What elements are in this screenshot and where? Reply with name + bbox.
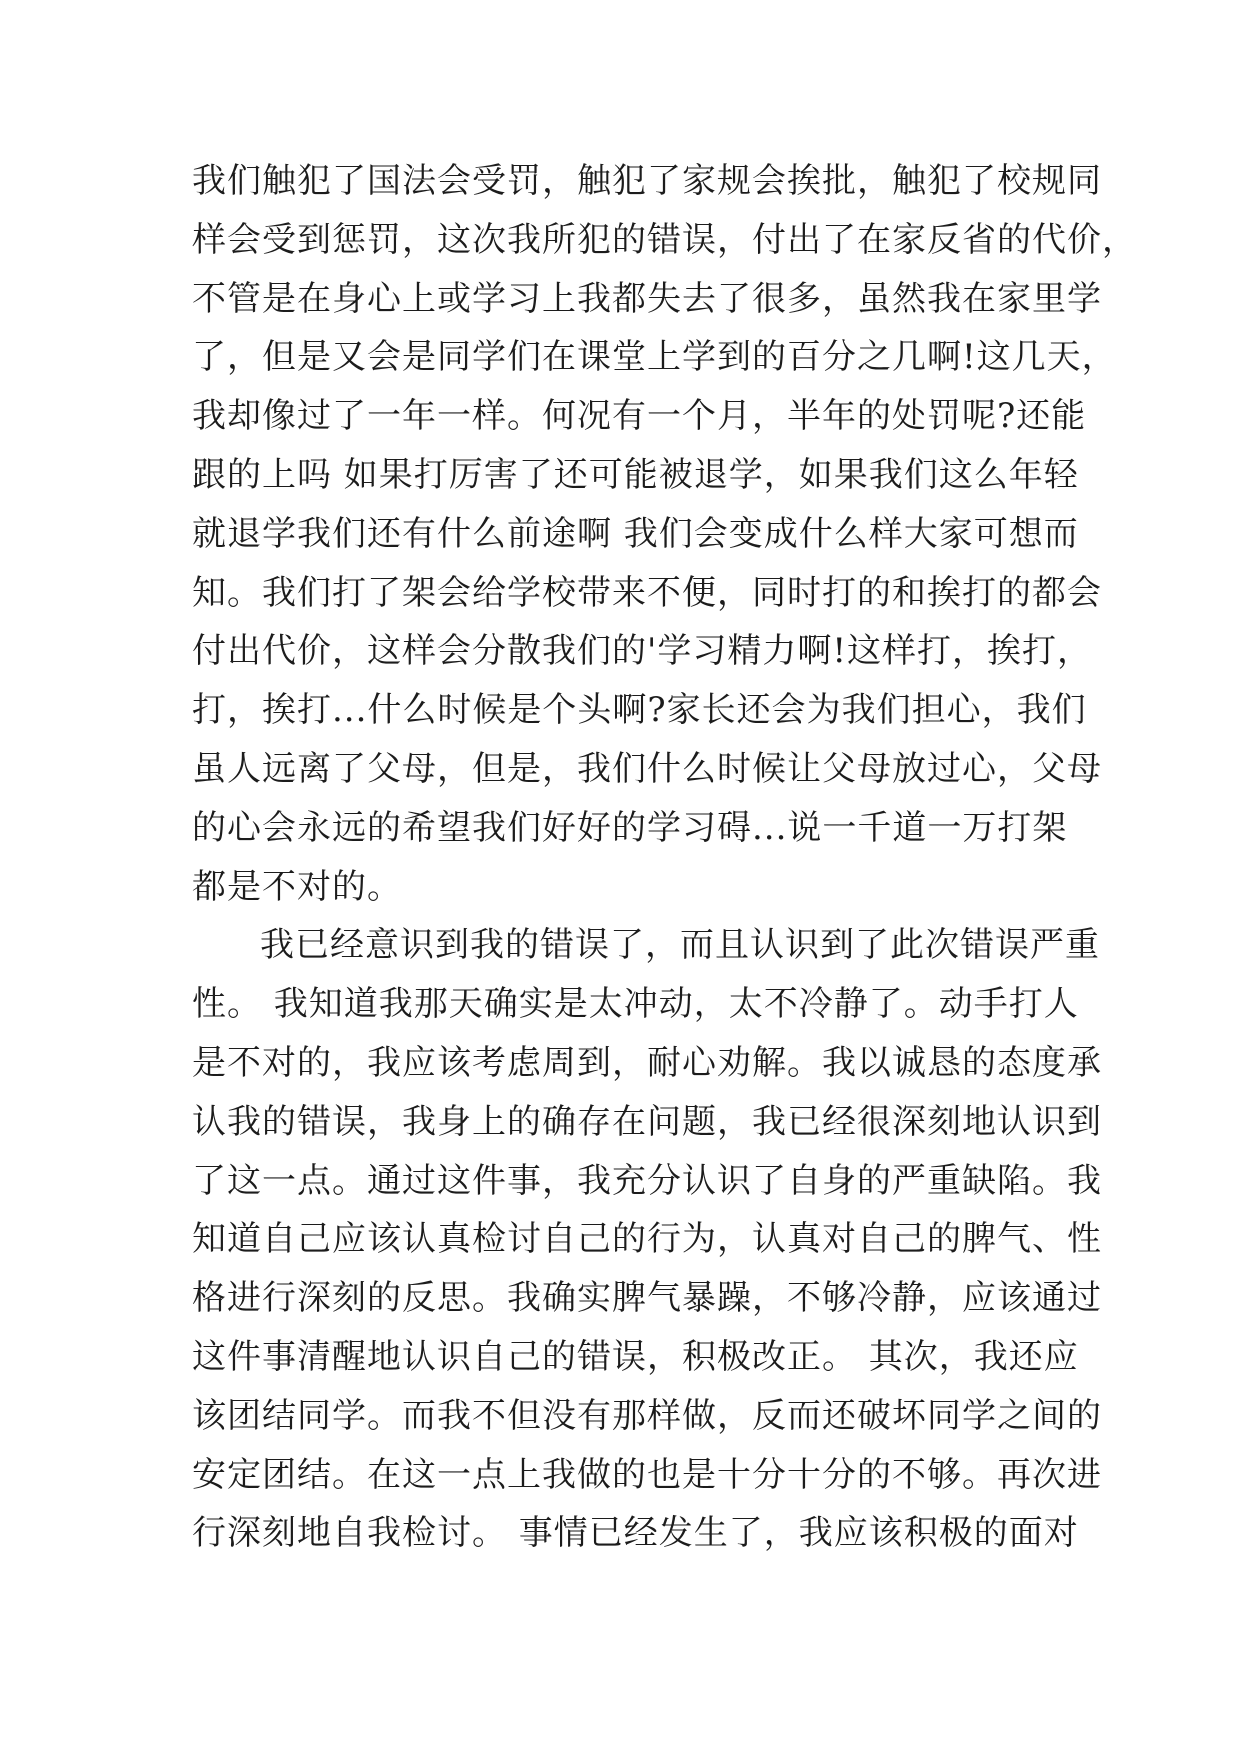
text-line: 就退学我们还有什么前途啊 我们会变成什么样大家可想而	[192, 513, 1079, 554]
document-body	[192, 152, 1137, 1563]
text-line: 跟的上吗 如果打厉害了还可能被退学，如果我们这么年轻	[192, 454, 1079, 495]
text-line: 虽人远离了父母，但是，我们什么时候让父母放过心，父母	[192, 748, 1102, 789]
text-line: 我却像过了一年一样。何况有一个月，半年的处罚呢?还能	[192, 396, 1087, 437]
text-line: 该团结同学。而我不但没有那样做，反而还破坏同学之间的	[192, 1395, 1102, 1436]
text-line: 这件事清醒地认识自己的错误，积极改正。 其次，我还应	[192, 1336, 1079, 1377]
text-line: 安定团结。在这一点上我做的也是十分十分的不够。再次进	[192, 1454, 1102, 1495]
text-line: 认我的错误，我身上的确存在问题，我已经很深刻地认识到	[192, 1101, 1102, 1142]
paragraph-1	[192, 152, 1137, 916]
text-line: 是不对的，我应该考虑周到，耐心劝解。我以诚恳的态度承	[192, 1042, 1102, 1083]
text-line: 不管是在身心上或学习上我都失去了很多，虽然我在家里学	[192, 278, 1102, 319]
text-line: 样会受到惩罚，这次我所犯的错误，付出了在家反省的代价，	[192, 219, 1137, 260]
text-line: 我们触犯了国法会受罚，触犯了家规会挨批，触犯了校规同	[192, 161, 1102, 201]
text-line: 知。我们打了架会给学校带来不便，同时打的和挨打的都会	[192, 572, 1102, 613]
text-line: 行深刻地自我检讨。 事情已经发生了，我应该积极的面对	[192, 1513, 1079, 1554]
text-line: 付出代价，这样会分散我们的'学习精力啊!这样打，挨打，	[192, 631, 1093, 672]
text-line: 打，挨打...什么时候是个头啊?家长还会为我们担心，我们	[192, 690, 1087, 731]
text-line: 性。 我知道我那天确实是太冲动，太不冷静了。动手打人	[192, 984, 1079, 1025]
text-line: 我已经意识到我的错误了，而且认识到了此次错误严重	[260, 925, 1100, 966]
text-line: 了，但是又会是同学们在课堂上学到的百分之几啊!这几天，	[192, 337, 1117, 378]
text-line: 了这一点。通过这件事，我充分认识了自身的严重缺陷。我	[192, 1160, 1102, 1201]
text-line: 知道自己应该认真检讨自己的行为，认真对自己的脾气、性	[192, 1219, 1102, 1260]
text-line: 都是不对的。	[192, 866, 402, 907]
text-line: 格进行深刻的反思。我确实脾气暴躁，不够冷静，应该通过	[192, 1278, 1102, 1319]
text-line: 的心会永远的希望我们好好的学习碍...说一千道一万打架	[192, 807, 1068, 848]
paragraph-2	[192, 916, 1102, 1563]
